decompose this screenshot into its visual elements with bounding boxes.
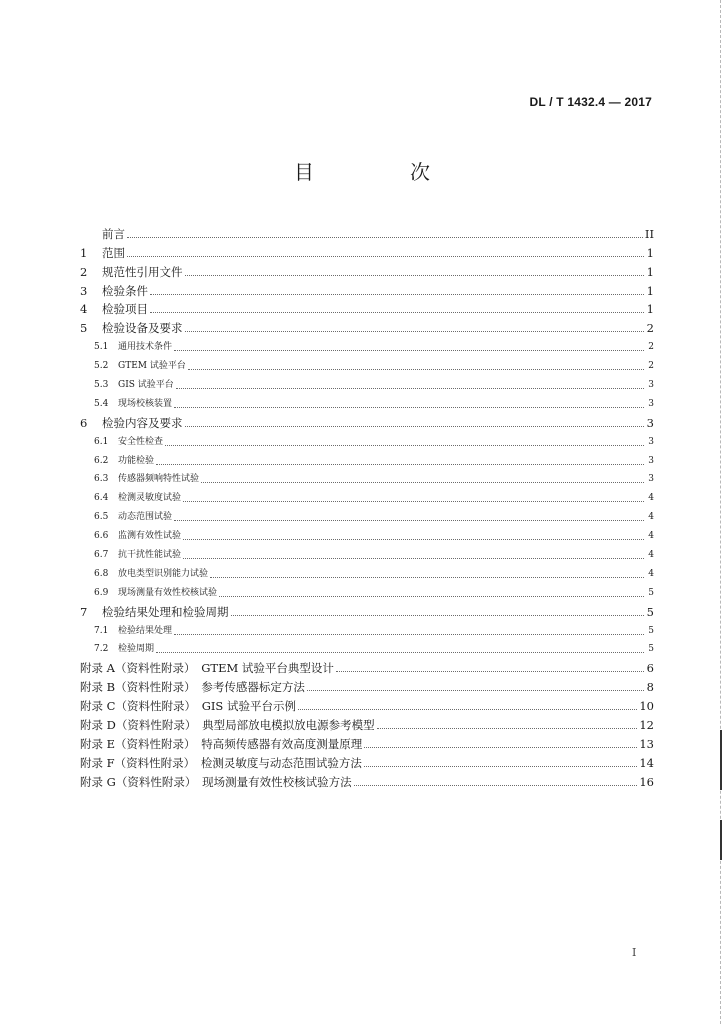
toc-leader-dots — [188, 368, 644, 370]
toc-leader-dots — [150, 293, 644, 295]
toc-entry-number: 7.1 — [94, 625, 109, 636]
toc-entry-label: 安全性检查 — [118, 436, 164, 447]
toc-entry-page: 1 — [646, 245, 654, 260]
toc-entry-page: 6 — [646, 661, 654, 676]
toc-entry-page: 2 — [648, 361, 654, 372]
toc-entry-page: 1 — [646, 283, 654, 298]
toc-entry[interactable] — [80, 524, 654, 543]
toc-entry-label: 动态范围试验 — [118, 512, 173, 523]
toc-entry-label: 传感器频响特性试验 — [118, 474, 200, 485]
toc-entry-page: 1 — [646, 264, 654, 279]
toc-entry-number: 6.7 — [94, 550, 109, 561]
toc-entry-label: 附录 A（资料性附录） GTEM 试验平台典型设计 — [80, 661, 334, 676]
toc-leader-dots — [127, 255, 644, 257]
toc-entry-number: 6.4 — [94, 493, 109, 504]
toc-entry-label: GTEM 试验平台 — [118, 361, 186, 372]
toc-leader-dots — [174, 633, 644, 635]
toc-entry-label: 附录 C（资料性附录） GIS 试验平台示例 — [80, 699, 296, 714]
toc-leader-dots — [298, 708, 637, 710]
binding-edge-mark — [720, 730, 722, 790]
toc-leader-dots — [336, 670, 644, 672]
toc-leader-dots — [185, 274, 645, 276]
toc-entry[interactable] — [80, 279, 654, 298]
toc-entry-label: 检测灵敏度试验 — [118, 493, 182, 504]
toc-entry-number: 7 — [80, 604, 88, 619]
toc-entry[interactable] — [80, 468, 654, 487]
toc-entry-page: 2 — [646, 321, 654, 336]
toc-entry[interactable] — [80, 581, 654, 600]
toc-entry-label: 监测有效性试验 — [118, 531, 182, 542]
toc-leader-dots — [354, 784, 638, 786]
toc-entry[interactable] — [80, 543, 654, 562]
toc-entry[interactable] — [80, 600, 654, 619]
toc-entry-label: 规范性引用文件 — [102, 264, 183, 279]
toc-entry-page: 3 — [648, 474, 654, 485]
toc-entry-page: II — [644, 226, 654, 241]
toc-entry-number: 1 — [80, 245, 88, 260]
toc-entry-number: 4 — [80, 302, 88, 317]
toc-entry-number: 6.5 — [94, 512, 109, 523]
toc-entry-label: 检验项目 — [102, 302, 148, 317]
binding-edge-line — [720, 0, 721, 1024]
toc-entry[interactable] — [80, 770, 654, 789]
toc-entry[interactable] — [80, 619, 654, 638]
toc-leader-dots — [174, 519, 644, 521]
toc-entry-label: 检验条件 — [102, 283, 148, 298]
toc-entry[interactable] — [80, 486, 654, 505]
toc-leader-dots — [183, 557, 644, 559]
binding-edge-mark — [720, 820, 722, 860]
toc-entry-page: 3 — [648, 436, 654, 447]
toc-entry-number: 6 — [80, 415, 88, 430]
toc-entry-page: 3 — [648, 455, 654, 466]
toc-entry[interactable] — [80, 411, 654, 430]
toc-entry[interactable] — [80, 430, 654, 449]
toc-entry[interactable] — [80, 751, 654, 770]
toc-leader-dots — [231, 614, 645, 616]
toc-entry-label: 现场校核装置 — [118, 398, 173, 409]
toc-leader-dots — [156, 651, 644, 653]
toc-leader-dots — [377, 727, 638, 729]
toc-entry[interactable] — [80, 392, 654, 411]
toc-leader-dots — [219, 595, 644, 597]
toc-entry-page: 2 — [648, 342, 654, 353]
toc-entry-label: 附录 G（资料性附录） 现场测量有效性校核试验方法 — [80, 774, 352, 789]
toc-entry-number: 6.2 — [94, 455, 109, 466]
toc-entry-label: 抗干扰性能试验 — [118, 550, 182, 561]
toc-entry-page: 13 — [639, 736, 654, 751]
toc-entry-label: 附录 D（资料性附录） 典型局部放电模拟放电源参考模型 — [80, 718, 375, 733]
toc-leader-dots — [307, 689, 644, 691]
toc-entry-label: 功能检验 — [118, 455, 155, 466]
toc-entry-number: 5.2 — [94, 361, 109, 372]
toc-entry-page: 5 — [648, 644, 654, 655]
toc-entry[interactable] — [80, 354, 654, 373]
toc-entry-page: 4 — [648, 550, 654, 561]
toc-entry-page: 3 — [648, 398, 654, 409]
toc-entry[interactable] — [80, 449, 654, 468]
toc-leader-dots — [364, 765, 637, 767]
toc-entry-page: 16 — [639, 774, 654, 789]
toc-entry[interactable] — [80, 505, 654, 524]
toc-leader-dots — [176, 387, 644, 389]
toc-leader-dots — [156, 463, 644, 465]
toc-entry-label: 现场测量有效性校核试验 — [118, 587, 218, 598]
toc-leader-dots — [201, 481, 644, 483]
toc-entry-label: 通用技术条件 — [118, 342, 173, 353]
toc-entry-page: 1 — [646, 302, 654, 317]
toc-entry-number: 5 — [80, 321, 88, 336]
toc-entry-label: 检验结果处理 — [118, 625, 173, 636]
toc-entry[interactable] — [80, 373, 654, 392]
toc-entry-label: 前言 — [102, 226, 125, 241]
toc-entry[interactable] — [80, 694, 654, 713]
toc-entry[interactable] — [80, 638, 654, 657]
toc-entry-page: 5 — [648, 625, 654, 636]
toc-entry[interactable] — [80, 241, 654, 260]
toc-leader-dots — [210, 576, 644, 578]
toc-entry-page: 4 — [648, 512, 654, 523]
toc-entry-number: 2 — [80, 264, 88, 279]
toc-entry-number: 5.1 — [94, 342, 109, 353]
toc-entry-page: 3 — [646, 415, 654, 430]
toc-entry-label: 范围 — [102, 245, 125, 260]
toc-entry-page: 12 — [639, 718, 654, 733]
toc-leader-dots — [185, 425, 645, 427]
toc-leader-dots — [150, 311, 644, 313]
toc-entry-number: 6.9 — [94, 587, 109, 598]
toc-entry-number: 5.4 — [94, 398, 109, 409]
toc-entry-page: 8 — [646, 680, 654, 695]
toc-entry-page: 14 — [639, 755, 654, 770]
toc-entry[interactable] — [80, 713, 654, 732]
toc-leader-dots — [127, 236, 643, 238]
toc-entry[interactable] — [80, 260, 654, 279]
page-title: 目 次 — [294, 160, 468, 184]
toc-entry-page: 4 — [648, 493, 654, 504]
toc-entry-label: 附录 B（资料性附录） 参考传感器标定方法 — [80, 680, 305, 695]
toc-entry[interactable] — [80, 656, 654, 675]
toc-leader-dots — [174, 349, 644, 351]
toc-leader-dots — [174, 406, 644, 408]
toc-entry-page: 10 — [639, 699, 654, 714]
toc-entry-page: 3 — [648, 380, 654, 391]
toc-entry-page: 5 — [648, 587, 654, 598]
table-of-contents — [80, 222, 654, 789]
toc-entry[interactable] — [80, 562, 654, 581]
toc-entry-number: 5.3 — [94, 380, 109, 391]
toc-entry-label: GIS 试验平台 — [118, 380, 174, 391]
toc-entry[interactable] — [80, 732, 654, 751]
toc-leader-dots — [185, 330, 645, 332]
toc-entry-number: 6.6 — [94, 531, 109, 542]
toc-entry-number: 6.1 — [94, 436, 109, 447]
toc-entry[interactable] — [80, 316, 654, 335]
toc-entry-page: 4 — [648, 568, 654, 579]
toc-entry[interactable] — [80, 335, 654, 354]
toc-entry[interactable] — [80, 675, 654, 694]
toc-entry-label: 检验设备及要求 — [102, 321, 183, 336]
toc-entry-number: 7.2 — [94, 644, 109, 655]
toc-entry-label: 附录 E（资料性附录） 特高频传感器有效高度测量原理 — [80, 736, 363, 751]
toc-entry-number: 6.3 — [94, 474, 109, 485]
toc-entry-label: 检验内容及要求 — [102, 415, 183, 430]
toc-entry-label: 检验结果处理和检验周期 — [102, 604, 229, 619]
toc-entry-label: 检验周期 — [118, 644, 155, 655]
toc-entry-label: 放电类型识别能力试验 — [118, 568, 209, 579]
toc-entry[interactable] — [80, 298, 654, 317]
toc-leader-dots — [183, 500, 644, 502]
toc-entry[interactable] — [80, 222, 654, 241]
toc-entry-page: 5 — [646, 604, 654, 619]
standard-code: DL / T 1432.4 — 2017 — [529, 95, 652, 109]
page-number: I — [632, 946, 637, 959]
toc-leader-dots — [364, 746, 637, 748]
toc-entry-page: 4 — [648, 531, 654, 542]
toc-leader-dots — [183, 538, 644, 540]
toc-entry-number: 6.8 — [94, 568, 109, 579]
toc-leader-dots — [165, 444, 644, 446]
toc-entry-number: 3 — [80, 283, 88, 298]
toc-entry-label: 附录 F（资料性附录） 检测灵敏度与动态范围试验方法 — [80, 755, 362, 770]
